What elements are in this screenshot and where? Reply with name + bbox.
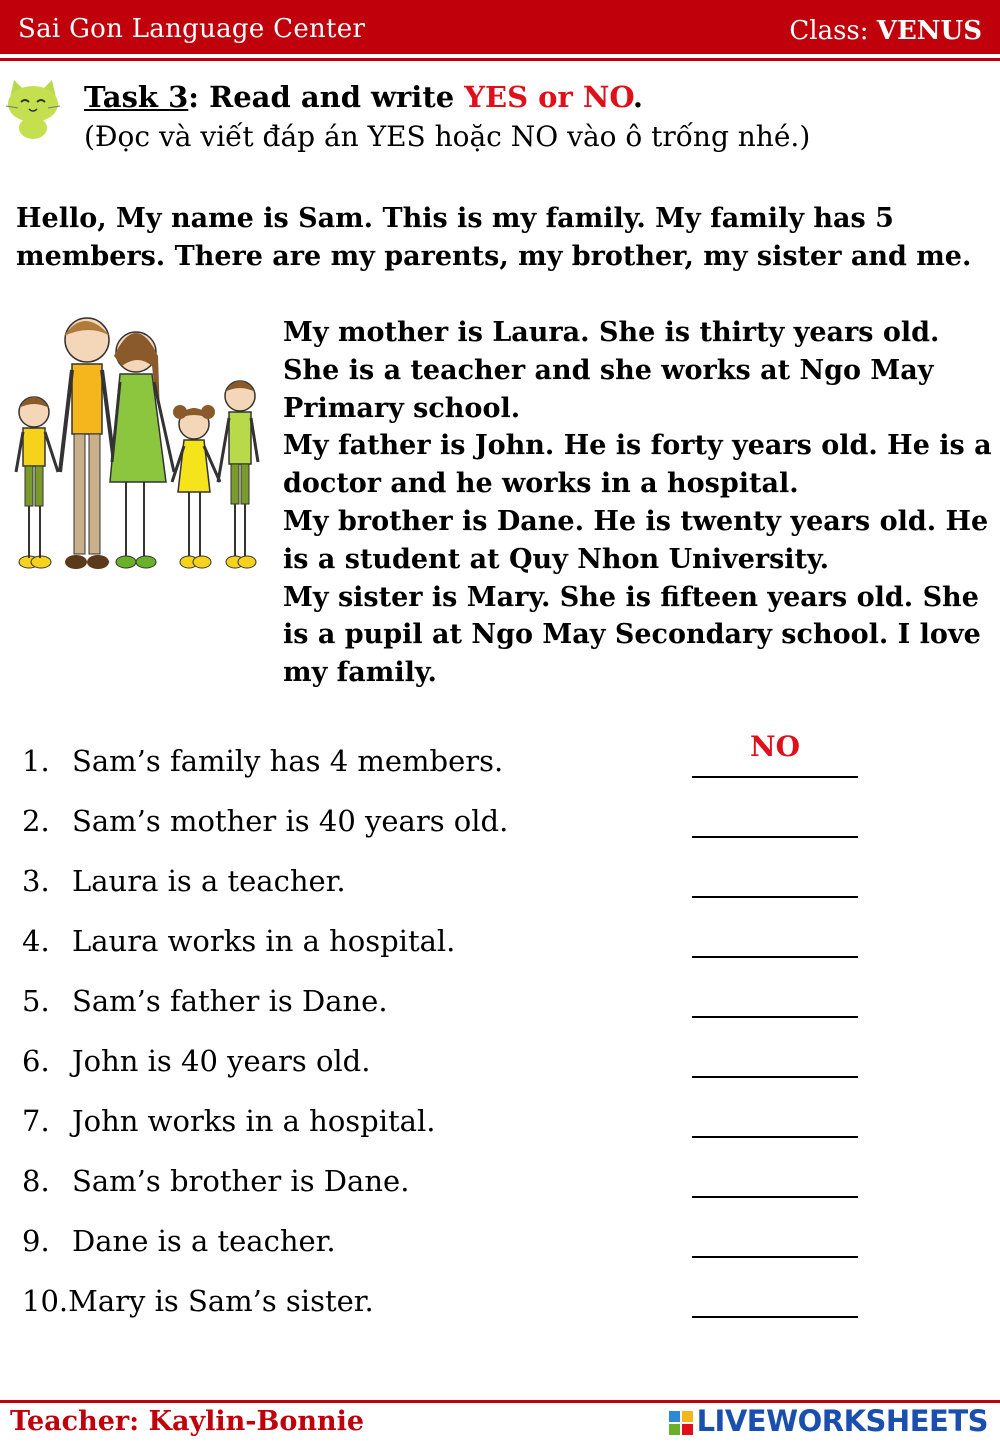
question-4 (22, 924, 455, 958)
header-bar (0, 0, 1000, 54)
header-divider (0, 58, 1000, 61)
boy-figure-left (16, 397, 58, 568)
answer-blank-1[interactable] (692, 776, 858, 778)
cat-icon (4, 78, 62, 140)
passage-mother: My mother is Laura. She is thirty years old. She is a teacher and she works at Ngo May Primary school. (283, 317, 940, 424)
liveworksheets-icon (669, 1411, 693, 1435)
question-number: 2. (22, 804, 50, 838)
question-text: Mary is Sam’s sister. (68, 1284, 374, 1318)
footer-divider (0, 1400, 1000, 1403)
answer-blank-3[interactable] (692, 896, 858, 898)
question-2 (22, 804, 508, 838)
passage-father: My father is John. He is forty years old. He is a doctor and he works in a hospital. (283, 430, 992, 500)
question-6 (22, 1044, 370, 1078)
answer-blank-5[interactable] (692, 1016, 858, 1018)
answer-blank-7[interactable] (692, 1136, 858, 1138)
task-title-text: : Read and write (188, 80, 465, 114)
passage-sister: My sister is Mary. She is fifteen years old. She is a pupil at Ngo May Secondary school. I love my family. (283, 581, 981, 689)
task-title (84, 80, 643, 114)
answer-blank-2[interactable] (692, 836, 858, 838)
answer-blank-9[interactable] (692, 1256, 858, 1258)
answer-blank-10[interactable] (692, 1316, 858, 1318)
task-period: . (632, 80, 644, 114)
question-text: Sam’s family has 4 members. (72, 744, 504, 778)
class-label-text: Class: (789, 16, 869, 46)
question-number: 8. (22, 1164, 50, 1198)
question-text: Sam’s brother is Dane. (72, 1164, 410, 1198)
question-number: 9. (22, 1224, 50, 1258)
question-text: Laura is a teacher. (72, 864, 346, 898)
question-1 (22, 744, 503, 778)
question-text: Dane is a teacher. (72, 1224, 336, 1258)
class-label (789, 16, 982, 46)
class-value: VENUS (876, 16, 982, 46)
question-number: 3. (22, 864, 50, 898)
teacher-name: Teacher: Kaylin-Bonnie (10, 1406, 365, 1437)
center-name: Sai Gon Language Center (18, 14, 366, 44)
question-text: Sam’s mother is 40 years old. (72, 804, 509, 838)
mother-figure (110, 332, 174, 568)
boy-figure-right (218, 381, 258, 568)
task-subtitle: (Đọc và viết đáp án YES hoặc NO vào ô trống nhé.) (84, 120, 811, 153)
answer-1[interactable]: NO (750, 730, 800, 763)
answer-blank-6[interactable] (692, 1076, 858, 1078)
question-text: Sam’s father is Dane. (72, 984, 388, 1018)
girl-figure (172, 405, 220, 568)
question-5 (22, 984, 388, 1018)
question-number: 1. (22, 744, 50, 778)
task-highlight: YES or NO (464, 80, 633, 114)
question-7 (22, 1104, 435, 1138)
question-number: 10. (22, 1284, 69, 1318)
brand-text: LIVEWORKSHEETS (696, 1404, 988, 1438)
answer-blank-8[interactable] (692, 1196, 858, 1198)
task-number: Task 3 (84, 80, 189, 114)
question-text: John is 40 years old. (72, 1044, 371, 1078)
question-text: John works in a hospital. (72, 1104, 436, 1138)
question-number: 5. (22, 984, 50, 1018)
intro-paragraph: Hello, My name is Sam. This is my family. My family has 5 members. There are my parents, my brother, my sister and me. (16, 203, 972, 272)
question-text: Laura works in a hospital. (72, 924, 456, 958)
question-3 (22, 864, 346, 898)
father-figure (60, 318, 114, 569)
question-number: 7. (22, 1104, 50, 1138)
question-10 (22, 1284, 374, 1318)
passage-brother: My brother is Dane. He is twenty years old. He is a student at Quy Nhon University. (283, 505, 989, 575)
family-illustration (14, 312, 264, 582)
answer-blank-4[interactable] (692, 956, 858, 958)
question-8 (22, 1164, 409, 1198)
question-number: 6. (22, 1044, 50, 1078)
reading-passage (283, 314, 999, 692)
question-number: 4. (22, 924, 50, 958)
question-9 (22, 1224, 336, 1258)
liveworksheets-logo[interactable] (669, 1404, 988, 1438)
